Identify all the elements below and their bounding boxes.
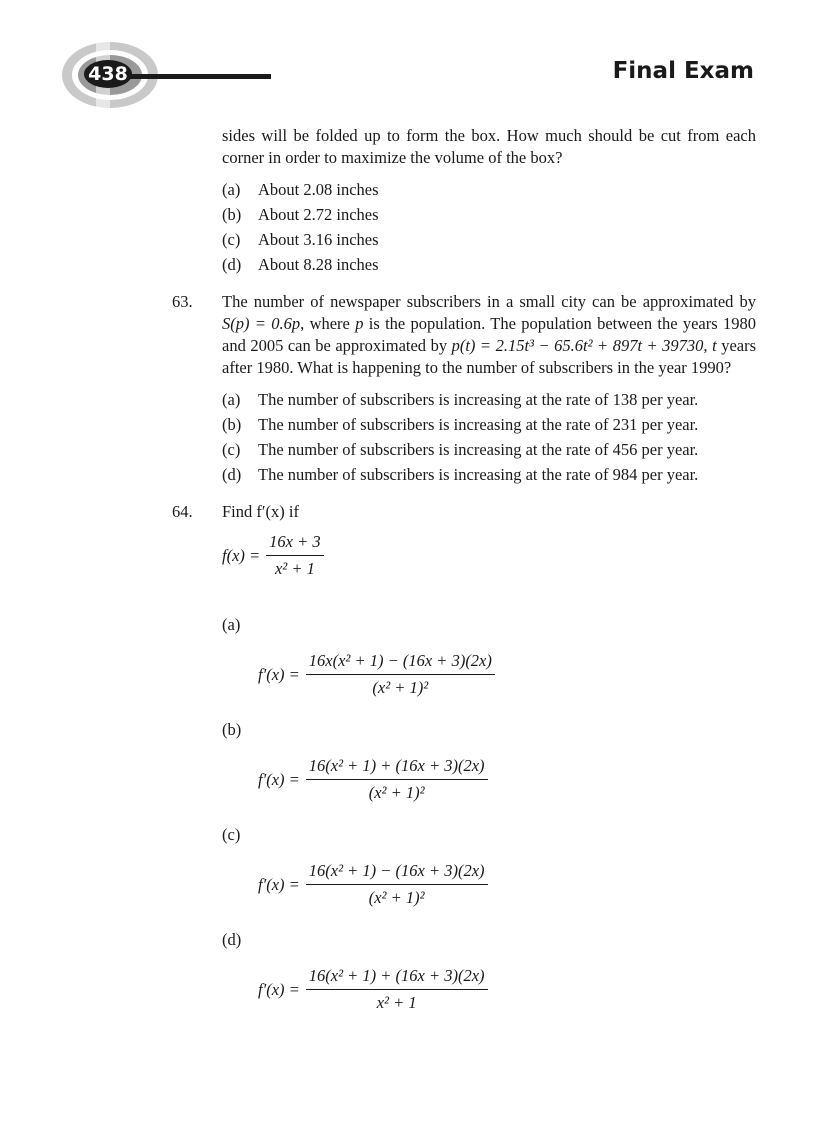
- choice-a: [172, 614, 756, 699]
- fraction-denominator: (x² + 1)²: [368, 783, 425, 802]
- question-number: 63.: [172, 292, 193, 311]
- choice-equation: [258, 860, 756, 909]
- option-text: The number of subscribers is increasing at the rate of 456 per year.: [258, 440, 699, 459]
- question-63-stem: [222, 291, 756, 379]
- fraction-denominator: x² + 1: [376, 993, 417, 1012]
- option-label: (a): [222, 390, 241, 409]
- question-63: [172, 291, 756, 487]
- option-label: (c): [222, 230, 241, 249]
- question-62: [172, 125, 756, 277]
- option-text: About 3.16 inches: [258, 230, 379, 249]
- math-variable: t: [712, 336, 717, 355]
- choice-equation: [258, 755, 756, 804]
- question-64: [172, 501, 756, 1014]
- option: [222, 202, 756, 227]
- stem-text: is the population. The population between the years 1980 and 2005 can be approximated by: [222, 314, 756, 355]
- option-label: (d): [222, 465, 242, 484]
- fraction: [306, 650, 495, 699]
- math-expression: S(p) = 0.6p: [222, 314, 301, 333]
- equation-lhs: f′(x) =: [258, 664, 300, 684]
- equation-lhs: f′(x) =: [258, 769, 300, 789]
- option-label: (d): [222, 255, 242, 274]
- page-number: 438: [88, 63, 128, 85]
- fraction-numerator: 16(x² + 1) + (16x + 3)(2x): [306, 755, 488, 780]
- stem-text: years after 1980. What is happening to the number of subscribers in the year 1990?: [222, 336, 757, 377]
- option-text: The number of subscribers is increasing at the rate of 984 per year.: [258, 465, 699, 484]
- equation-lhs: f′(x) =: [258, 874, 300, 894]
- question-number: 64.: [172, 502, 193, 521]
- option: [222, 437, 756, 462]
- question-64-stem: Find f′(x) if: [222, 502, 299, 521]
- choice-label: (d): [222, 930, 242, 949]
- option-label: (b): [222, 205, 242, 224]
- math-variable: p: [355, 314, 364, 333]
- option: [222, 177, 756, 202]
- stem-text: , where: [300, 314, 350, 333]
- option: [222, 227, 756, 252]
- fraction: [266, 531, 323, 580]
- stem-text: The number of newspaper subscribers in a small city can be approximated by: [222, 292, 756, 311]
- question-62-continuation: sides will be folded up to form the box. How much should be cut from each corner in order to maximize the volume of the box?: [222, 126, 756, 167]
- fraction-numerator: 16x(x² + 1) − (16x + 3)(2x): [306, 650, 495, 675]
- option-label: (c): [222, 440, 241, 459]
- page-content: [172, 125, 756, 1014]
- choice-d: [172, 929, 756, 1014]
- choice-b: [172, 719, 756, 804]
- running-title: Final Exam: [612, 58, 754, 84]
- fraction-numerator: 16(x² + 1) + (16x + 3)(2x): [306, 965, 488, 990]
- choice-equation: [258, 650, 756, 699]
- fraction: [306, 755, 488, 804]
- fraction-denominator: x² + 1: [274, 559, 315, 578]
- option-text: About 2.72 inches: [258, 205, 379, 224]
- choice-label: (c): [222, 825, 241, 844]
- equation-lhs: f′(x) =: [258, 979, 300, 999]
- fraction-denominator: (x² + 1)²: [372, 678, 429, 697]
- choice-equation: [258, 965, 756, 1014]
- option: [222, 252, 756, 277]
- choice-label: (a): [222, 615, 241, 634]
- fraction-numerator: 16x + 3: [266, 531, 323, 556]
- option-label: (b): [222, 415, 242, 434]
- math-expression: p(t) = 2.15t³ − 65.6t² + 897t + 39730,: [451, 336, 708, 355]
- option: [222, 412, 756, 437]
- fraction-denominator: (x² + 1)²: [368, 888, 425, 907]
- equation-lhs: f(x) =: [222, 545, 261, 565]
- option-text: About 8.28 inches: [258, 255, 379, 274]
- fraction-numerator: 16(x² + 1) − (16x + 3)(2x): [306, 860, 488, 885]
- option-text: About 2.08 inches: [258, 180, 379, 199]
- fraction: [306, 860, 488, 909]
- given-equation: [222, 531, 756, 580]
- fraction: [306, 965, 488, 1014]
- choice-label: (b): [222, 720, 242, 739]
- option-text: The number of subscribers is increasing at the rate of 138 per year.: [258, 390, 699, 409]
- option: [222, 387, 756, 412]
- header-rule: [130, 74, 271, 79]
- choice-c: [172, 824, 756, 909]
- option-label: (a): [222, 180, 241, 199]
- page-header: [0, 0, 816, 110]
- option-text: The number of subscribers is increasing at the rate of 231 per year.: [258, 415, 699, 434]
- question-63-options: [222, 387, 756, 487]
- option: [222, 462, 756, 487]
- question-62-options: [222, 177, 756, 277]
